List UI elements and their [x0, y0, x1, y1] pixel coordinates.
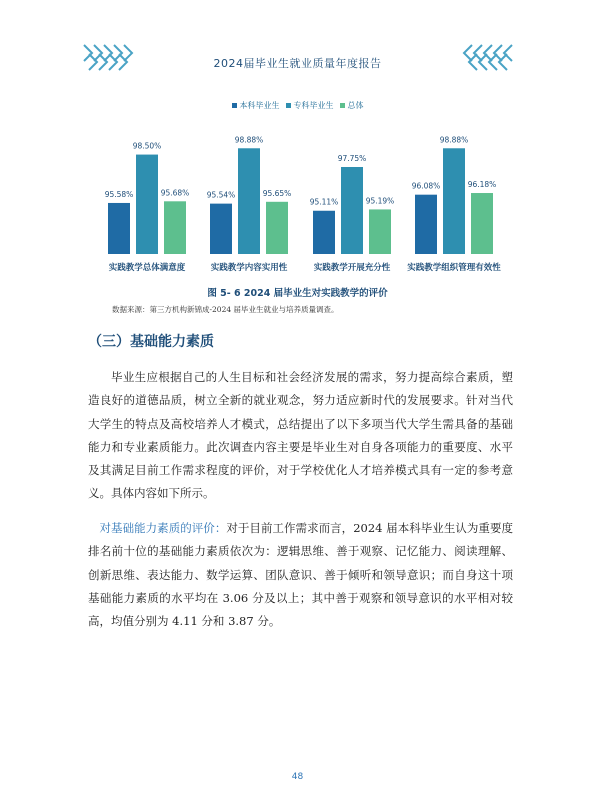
data-label-0-0: 95.58%: [104, 189, 134, 199]
practice-teaching-bar-chart: [0, 128, 595, 278]
evaluation-body-text: 对于目前工作需求而言，2024 届本科毕业生认为重要度排名前十位的基础能力素质依次为：逻辑思维、善于观察、记忆能力、阅读理解、创新思维、表达能力、数学运算、团队意识、善于倾听和领导意识；而自身这十项基础能力素质的水平均在 3.06 分及以上；其中善于观察和领导意识的水平相对较高，均值分别为 4.11 分和 3.87 分。: [88, 521, 513, 629]
legend-label-overall: 总体: [347, 101, 364, 110]
legend-swatch-overall: [340, 103, 345, 108]
data-label-3-0: 96.08%: [411, 181, 441, 191]
data-label-2-0: 95.11%: [309, 197, 339, 207]
bar-3-0: [415, 195, 437, 254]
data-label-3-2: 96.18%: [467, 180, 497, 190]
category-label-0: 实践教学总体满意度: [108, 263, 186, 273]
chart-legend: [0, 100, 595, 111]
data-label-0-1: 98.50%: [132, 141, 162, 151]
bar-2-1: [341, 167, 363, 254]
page-number: 48: [291, 772, 304, 782]
report-header-title: 2024届毕业生就业质量年度报告: [213, 57, 382, 70]
data-label-0-2: 95.68%: [160, 188, 190, 198]
data-label-1-1: 98.88%: [234, 135, 264, 145]
body-paragraph-evaluation: [88, 517, 513, 633]
legend-item-undergrad: [232, 100, 280, 111]
legend-label-undergrad: 本科毕业生: [239, 101, 280, 110]
bar-0-2: [164, 201, 186, 254]
legend-swatch-undergrad: [232, 103, 237, 108]
bar-3-2: [471, 193, 493, 254]
legend-label-junior-college: 专科毕业生: [293, 101, 334, 110]
data-source-note: 数据来源：第三方机构新锦成-2024 届毕业生就业与培养质量调查。: [112, 305, 339, 314]
bar-2-2: [369, 209, 391, 254]
category-label-2: 实践教学开展充分性: [313, 263, 391, 273]
legend-item-overall: [340, 100, 364, 111]
data-label-1-2: 95.65%: [262, 188, 292, 198]
body-paragraph-intro: 毕业生应根据自己的人生目标和社会经济发展的需求，努力提高综合素质，塑造良好的道德品质，树立全新的就业观念，努力适应新时代的发展要求。针对当代大学生的特点及高校培养人才模式，总结提出了以下多项当代大学生需具备的基础能力和专业素质能力。此次调查内容主要是毕业生对自身各项能力的重要度、水平及其满足目前工作需求程度的评价，对于学校优化人才培养模式具有一定的参考意义。具体内容如下所示。: [88, 370, 513, 501]
category-label-3: 实践教学组织管理有效性: [407, 263, 501, 273]
legend-item-junior-college: [286, 100, 334, 111]
evaluation-lead-label: 对基础能力素质的评价：: [99, 521, 227, 535]
legend-swatch-junior-college: [286, 103, 291, 108]
data-label-2-1: 97.75%: [337, 154, 367, 163]
bar-1-1: [238, 148, 260, 254]
data-label-2-2: 95.19%: [365, 196, 395, 206]
bar-1-0: [210, 204, 232, 254]
bar-0-1: [136, 155, 158, 254]
bar-3-1: [443, 148, 465, 254]
data-label-1-0: 95.54%: [206, 190, 236, 200]
bar-2-0: [313, 211, 335, 254]
category-label-1: 实践教学内容实用性: [210, 263, 288, 273]
figure-caption: 图 5- 6 2024 届毕业生对实践教学的评价: [207, 288, 388, 299]
bar-1-2: [266, 202, 288, 254]
bar-0-0: [108, 203, 130, 254]
data-label-3-1: 98.88%: [439, 135, 469, 145]
section-heading: （三）基础能力素质: [88, 334, 214, 350]
